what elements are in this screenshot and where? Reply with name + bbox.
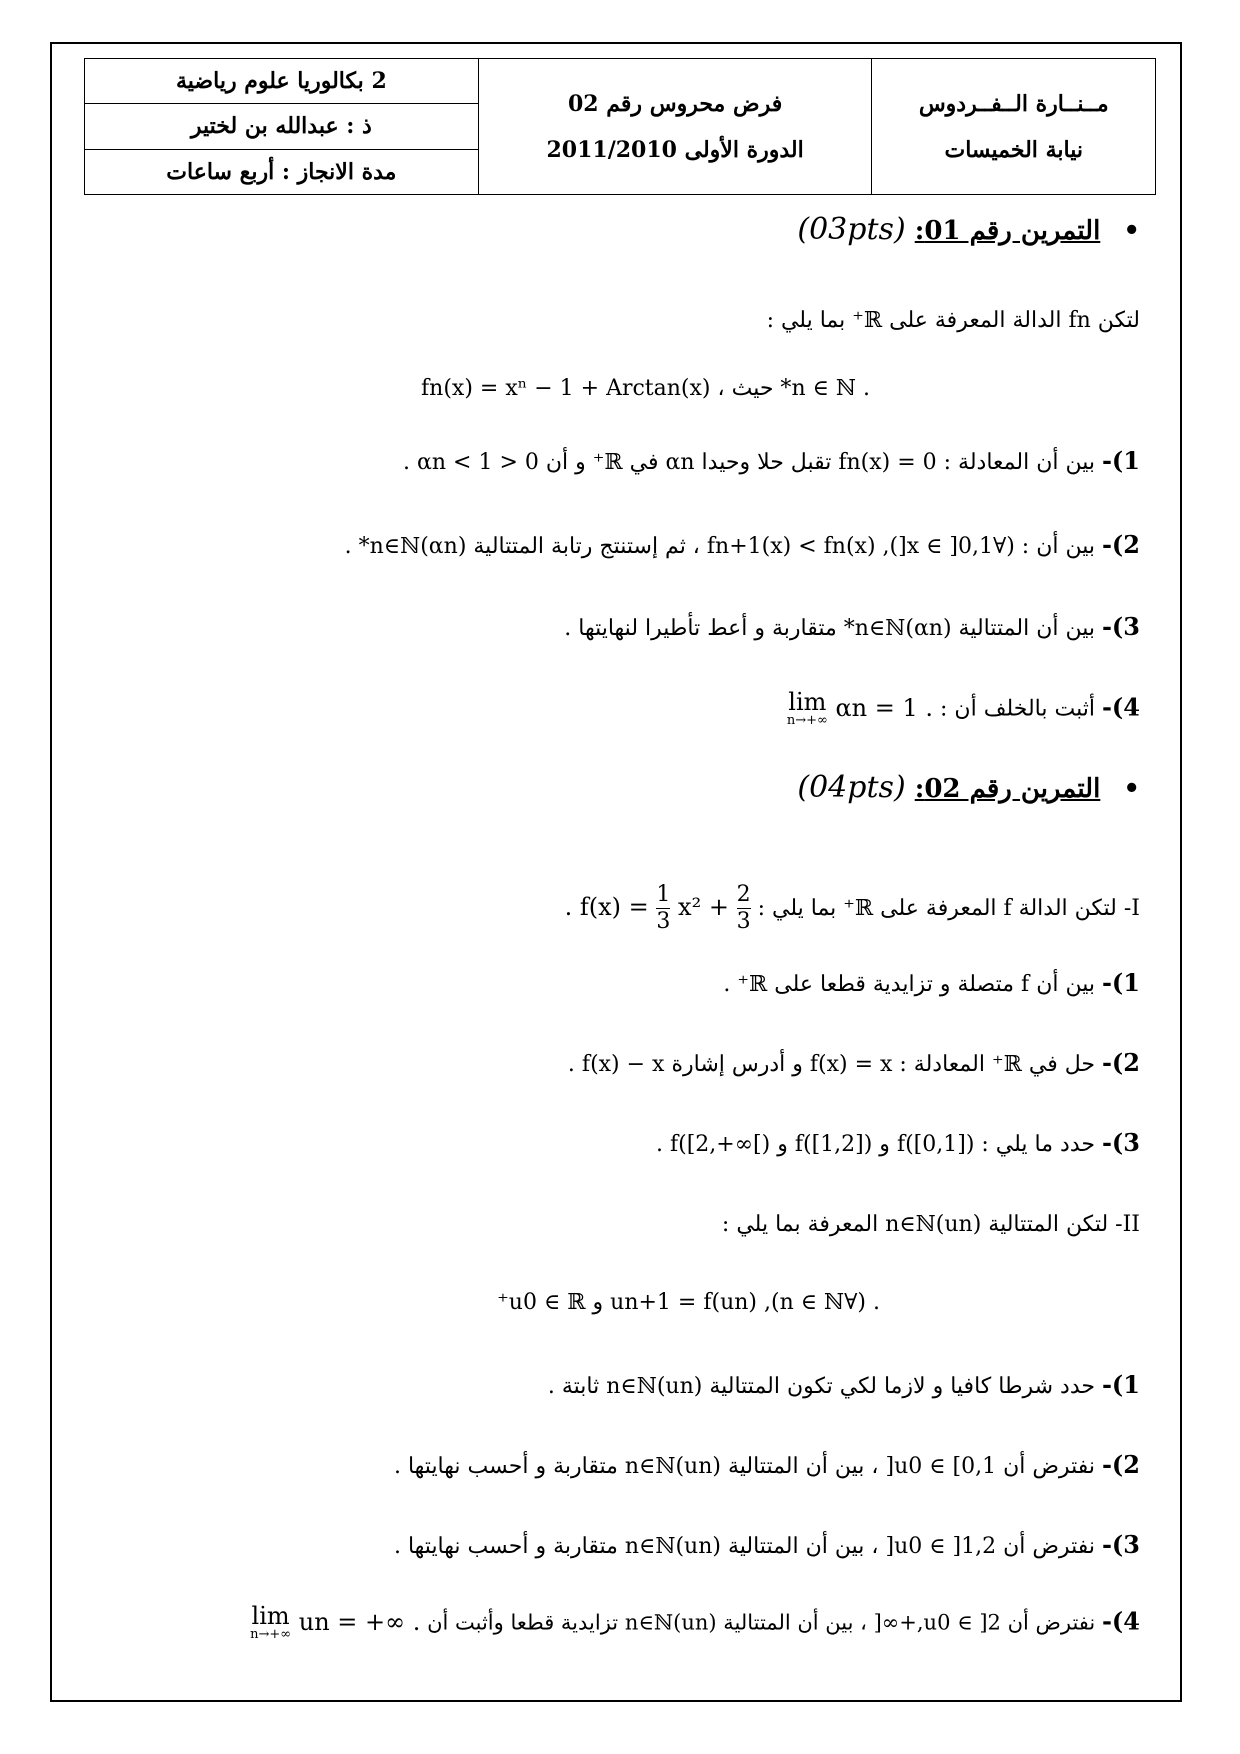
ex2-part2-def: . (∀n ∈ ℕ), un+1 = f(un) و u0 ∈ ℝ⁺ [497, 1290, 880, 1315]
ex1-q4-lim-sub: n→+∞ [786, 713, 828, 728]
ex2-part1-def [564, 882, 751, 934]
ex2-frac-1-den: 3 [656, 909, 671, 934]
ex2-p2-q2 [60, 1450, 1140, 1479]
ex2-title: التمرين رقم 02: [914, 774, 1101, 804]
ex2-p2-q1 [60, 1370, 1140, 1399]
ex2-q2-text: حل في ℝ⁺ المعادلة : f(x) = x و أدرس إشارة f(x) − x . [567, 1052, 1095, 1077]
bullet-icon: • [1123, 216, 1140, 246]
ex2-q2-number: 2)- [1101, 1048, 1140, 1077]
exam-cell [478, 59, 872, 195]
ex2-frac-2-num: 2 [736, 882, 751, 907]
ex2-q3-text: حدد ما يلي : f([0,1]) و f([1,2]) و f([2,+∞[) . [655, 1132, 1095, 1157]
ex1-q4-lim-word: lim [788, 688, 827, 716]
ex1-q4-number: 4)- [1101, 692, 1140, 722]
ex2-p2-q4-math [250, 1602, 421, 1642]
ex2-p2-q3 [60, 1530, 1140, 1559]
duration-cell: مدة الانجاز : أربع ساعات [85, 149, 479, 194]
exam-session: الدورة الأولى 2011/2010 [546, 136, 804, 163]
ex2-p2-q2-text: نفترض أن u0 ∈ [0,1[ ، بين أن المتتالية (un)n∈ℕ متقاربة و أحسب نهايتها . [393, 1454, 1095, 1479]
ex1-definition: . n ∈ ℕ* حيث ، fn(x) = xⁿ − 1 + Arctan(x) [421, 376, 870, 401]
ex2-p2-q4-text: نفترض أن u0 ∈ ]2,+∞[ ، بين أن المتتالية (un)n∈ℕ تزايدية قطعا وأثبت أن [427, 1610, 1096, 1635]
ex2-p2-q4 [60, 1604, 1140, 1642]
directorate-name: نيابة الخميسات [944, 136, 1083, 163]
ex1-q1-number: 1)- [1101, 446, 1140, 475]
level-cell: 2 بكالوريا علوم رياضية [85, 59, 479, 104]
exam-title: فرض محروس رقم 02 [567, 90, 783, 117]
exam-header [84, 58, 1156, 195]
ex1-q2-text: بين أن : (∀x ∈ ]0,1[), fn+1(x) < fn(x) ، ثم إستنتج رتابة المتتالية (αn)n∈ℕ* . [344, 534, 1095, 559]
ex2-frac-2-den: 3 [736, 909, 751, 934]
ex2-p2-q4-lim-word: lim [251, 1602, 290, 1630]
ex1-q3 [60, 612, 1140, 641]
ex1-q1 [60, 446, 1140, 475]
ex2-part1-intro: I- لتكن الدالة f المعرفة على ℝ⁺ بما يلي : [757, 896, 1140, 921]
ex2-frac-1 [656, 882, 670, 935]
ex2-part1-intro-line [60, 882, 1140, 935]
ex1-q1-text: بين أن المعادلة : fn(x) = 0 تقبل حلا وحيدا αn في ℝ⁺ و أن 0 < αn < 1 . [403, 450, 1095, 475]
ex1-points: (03pts) [797, 212, 906, 247]
ex1-q4-math [786, 688, 934, 728]
ex1-title: التمرين رقم 01: [914, 216, 1101, 246]
ex2-def-lhs: . f(x) = [564, 893, 649, 921]
ex2-frac-2 [737, 882, 751, 935]
ex2-q1-number: 1)- [1101, 968, 1140, 997]
school-cell [872, 59, 1156, 195]
school-name: مــنــارة الــفــردوس [918, 90, 1109, 117]
ex1-q2 [60, 530, 1140, 559]
ex1-q2-number: 2)- [1101, 530, 1140, 559]
ex2-q2 [60, 1048, 1140, 1077]
ex2-q1-text: بين أن f متصلة و تزايدية قطعا على ℝ⁺ . [723, 972, 1095, 997]
ex2-p2-q2-number: 2)- [1101, 1450, 1140, 1479]
ex2-p2-q4-lim-sub: n→+∞ [250, 1627, 292, 1642]
ex1-q4-expr: αn = 1 . [835, 693, 934, 722]
teacher-cell: ذ : عبدالله بن لختير [85, 104, 479, 149]
ex2-p2-q4-number: 4)- [1101, 1606, 1140, 1636]
ex1-q3-text: بين أن المتتالية (αn)n∈ℕ* متقاربة و أعط تأطيرا لنهايتها . [564, 616, 1095, 641]
ex2-def-mid: x² + [678, 893, 729, 921]
ex2-frac-1-num: 1 [656, 882, 671, 907]
ex1-intro: لتكن fn الدالة المعرفة على ℝ⁺ بما يلي : [766, 308, 1140, 333]
ex1-q4-text: أثبت بالخلف أن : [940, 696, 1095, 722]
ex2-p2-q1-number: 1)- [1101, 1370, 1140, 1399]
ex2-p2-q1-text: حدد شرطا كافيا و لازما لكي تكون المتتالية (un)n∈ℕ ثابتة . [547, 1374, 1095, 1399]
ex2-q1 [60, 968, 1140, 997]
ex2-p2-q4-limit [250, 1604, 291, 1642]
ex2-q3 [60, 1128, 1140, 1157]
bullet-icon: • [1123, 774, 1140, 804]
ex2-q3-number: 3)- [1101, 1128, 1140, 1157]
ex2-part2-intro: II- لتكن المتتالية (un)n∈ℕ المعرفة بما يلي : [721, 1212, 1140, 1237]
ex2-p2-q3-number: 3)- [1101, 1530, 1140, 1559]
ex2-p2-q4-expr: un = +∞ . [298, 1607, 421, 1636]
ex1-q3-number: 3)- [1101, 612, 1140, 641]
ex1-q4 [60, 690, 1140, 728]
ex1-heading [60, 212, 1140, 247]
ex2-p2-q3-text: نفترض أن u0 ∈ ]1,2[ ، بين أن المتتالية (un)n∈ℕ متقاربة و أحسب نهايتها . [393, 1534, 1095, 1559]
ex1-q4-limit [787, 690, 828, 728]
ex2-points: (04pts) [797, 770, 906, 805]
ex2-heading [60, 770, 1140, 805]
